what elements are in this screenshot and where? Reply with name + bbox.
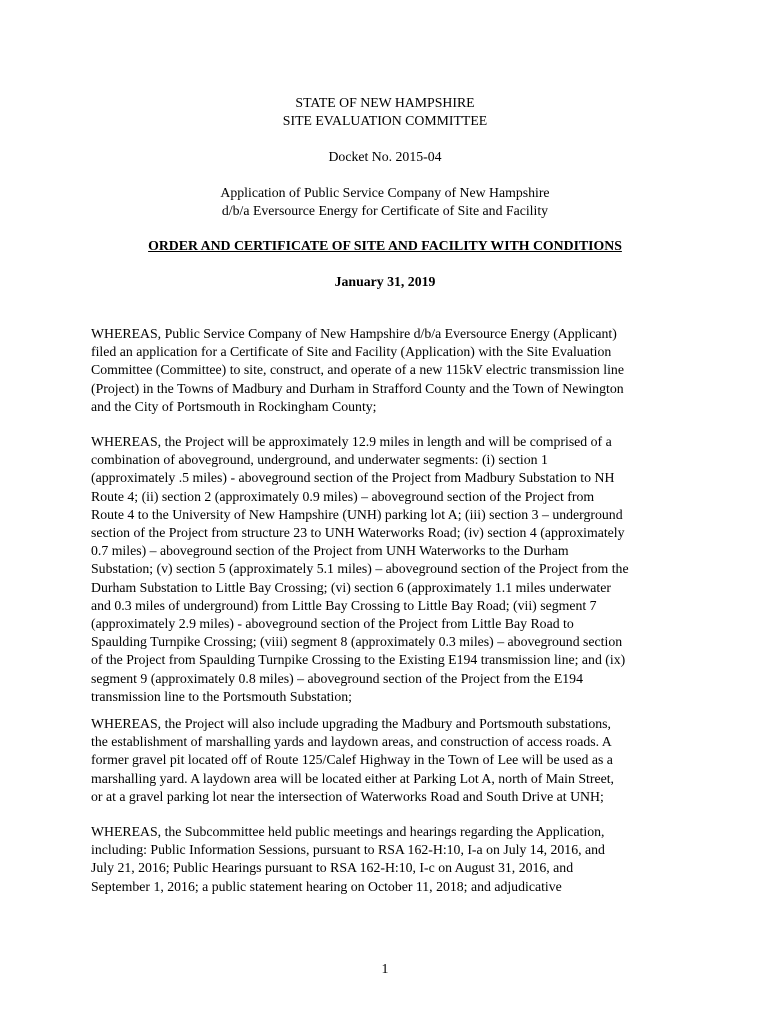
paragraph-line: combination of aboveground, underground, and underwater segments: (i) section 1 [91, 452, 548, 468]
paragraph-line: Spaulding Turnpike Crossing; (viii) segment 8 (approximately 0.3 miles) – aboveground section [91, 634, 623, 650]
paragraph-line: Route 4; (ii) section 2 (approximately 0.9 miles) – aboveground section of the Project from [91, 488, 595, 504]
whereas-paragraph-applicant [91, 325, 691, 416]
order-title: ORDER AND CERTIFICATE OF SITE AND FACILITY WITH CONDITIONS [148, 238, 622, 253]
application-line-1: Application of Public Service Company of New Hampshire [220, 185, 550, 200]
paragraph-line: (Project) in the Towns of Madbury and Durham in Strafford County and the Town of Newington [91, 380, 624, 396]
page-number: 1 [381, 961, 389, 976]
docket-number: Docket No. 2015-04 [328, 149, 442, 164]
paragraph-line: or at a gravel parking lot near the intersection of Waterworks Road and South Drive at UNH; [91, 788, 604, 804]
paragraph-line: transmission line to the Portsmouth Substation; [91, 688, 352, 704]
order-date: January 31, 2019 [334, 274, 436, 289]
paragraph-line: filed an application for a Certificate of Site and Facility (Application) with the Site Evaluation [91, 344, 612, 360]
paragraph-line: the establishment of marshalling yards and laydown areas, and construction of access roads. A [91, 734, 612, 750]
paragraph-line: WHEREAS, the Project will also include upgrading the Madbury and Portsmouth substations, [91, 716, 612, 731]
paragraph-line: Route 4 to the University of New Hampshire (UNH) parking lot A; (iii) section 3 – underground [91, 506, 623, 522]
paragraph-line: segment 9 (approximately 0.8 miles) – aboveground section of the Project from the E194 [91, 670, 583, 686]
paragraph-line: and 0.3 miles of underground) from Little Bay Crossing to Little Bay Road; (vii) segment 7 [91, 597, 597, 613]
paragraph-line: and the City of Portsmouth in Rockingham County; [91, 398, 377, 414]
paragraph-line: Committee (Committee) to site, construct, and operate of a new 115kV electric transmission line [91, 362, 624, 378]
paragraph-line: marshalling yard. A laydown area will be located either at Parking Lot A, north of Main Street, [91, 770, 614, 786]
paragraph-line: section of the Project from structure 23 to UNH Waterworks Road; (iv) section 4 (approximately [91, 525, 625, 541]
paragraph-line: 0.7 miles) – aboveground section of the Project from UNH Waterworks to the Durham [91, 543, 569, 559]
whereas-paragraph-segments [91, 433, 691, 706]
paragraph-line: (approximately .5 miles) - aboveground section of the Project from Madbury Substation to NH [91, 470, 615, 486]
paragraph-line: (approximately 2.9 miles) - aboveground section of the Project from Little Bay Road to [91, 616, 574, 632]
application-line-2: d/b/a Eversource Energy for Certificate of Site and Facility [221, 203, 549, 218]
whereas-paragraph-substations [91, 715, 691, 806]
paragraph-line: WHEREAS, the Subcommittee held public meetings and hearings regarding the Application, [91, 824, 605, 839]
paragraph-line: former gravel pit located off of Route 125/Calef Highway in the Town of Lee will be used as a [91, 752, 613, 768]
paragraph-line: September 1, 2016; a public statement hearing on October 11, 2018; and adjudicative [91, 878, 562, 894]
state-heading: STATE OF NEW HAMPSHIRE [295, 95, 475, 110]
paragraph-line: July 21, 2016; Public Hearings pursuant to RSA 162-H:10, I-c on August 31, 2016, and [91, 860, 574, 876]
committee-heading: SITE EVALUATION COMMITTEE [282, 113, 488, 128]
paragraph-line: WHEREAS, Public Service Company of New Hampshire d/b/a Eversource Energy (Applicant) [91, 326, 617, 341]
paragraph-line: of the Project from Spaulding Turnpike Crossing to the Existing E194 transmission line; and (ix) [91, 652, 626, 668]
paragraph-line: WHEREAS, the Project will be approximately 12.9 miles in length and will be comprised of a [91, 434, 612, 449]
paragraph-line: Durham Substation to Little Bay Crossing; (vi) section 6 (approximately 1.1 miles underwater [91, 579, 611, 595]
whereas-paragraph-hearings [91, 823, 691, 896]
paragraph-line: Substation; (v) section 5 (approximately 5.1 miles) – aboveground section of the Project from the [91, 561, 629, 577]
paragraph-line: including: Public Information Sessions, pursuant to RSA 162-H:10, I-a on July 14, 2016, and [91, 842, 605, 858]
